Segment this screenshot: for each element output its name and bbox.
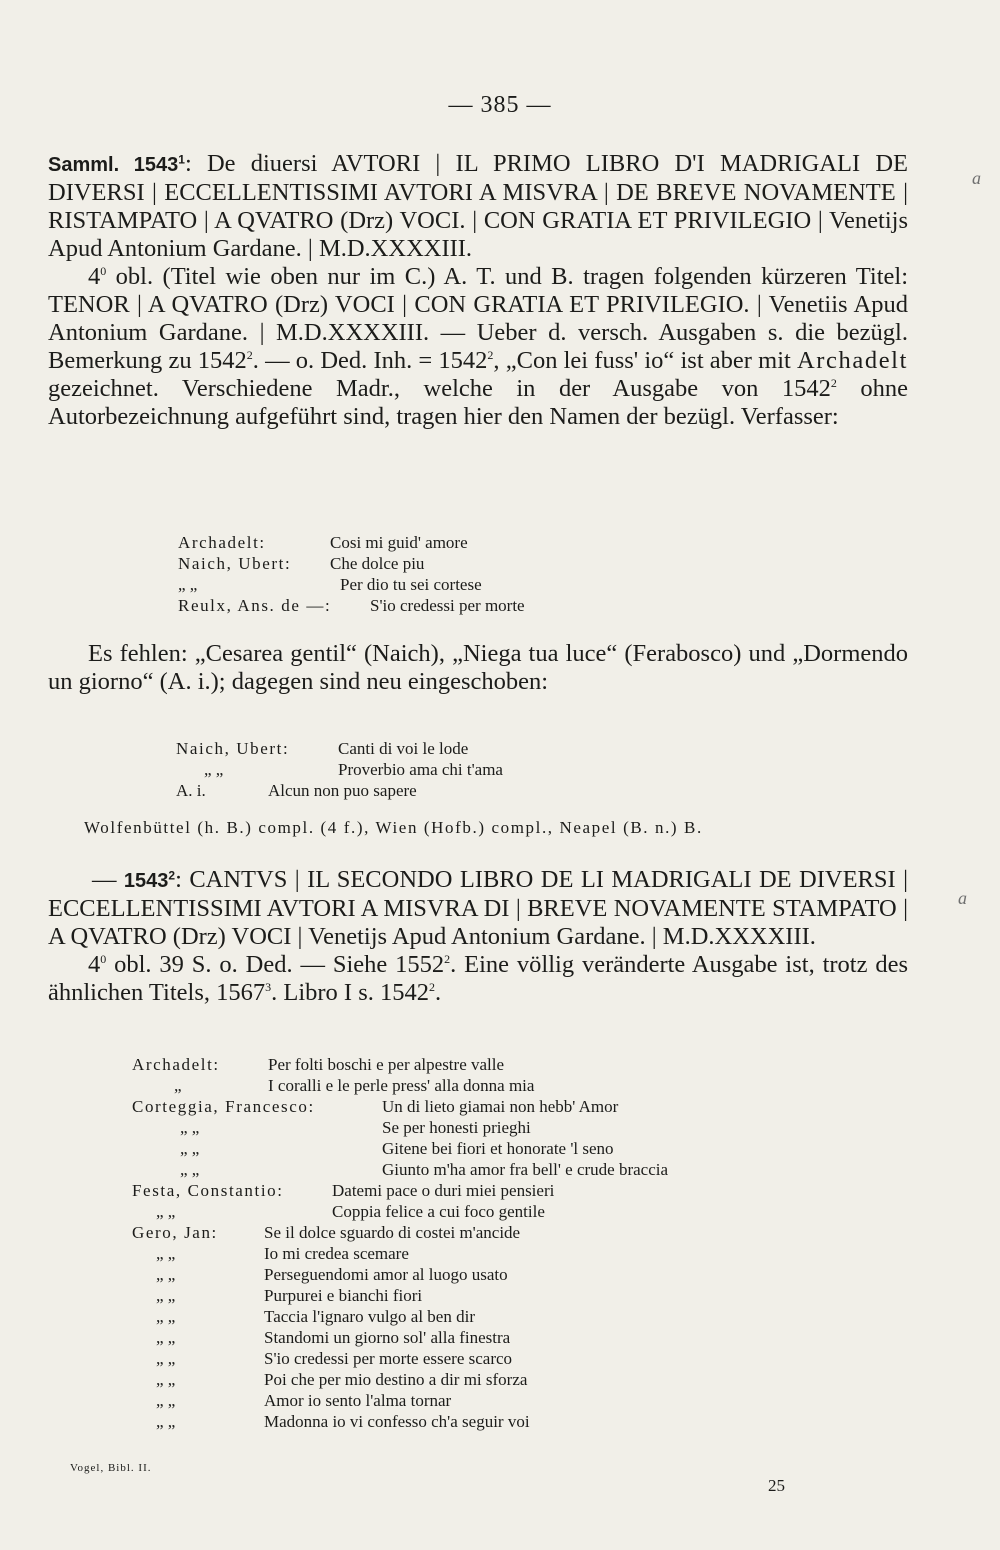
list-item <box>132 1054 668 1075</box>
list-item <box>132 1264 668 1285</box>
list-item <box>132 1285 668 1306</box>
madrigal-title: Se per honesti prieghi <box>382 1118 531 1137</box>
madrigal-title: S'io credessi per morte essere scarco <box>264 1349 513 1368</box>
madrigal-title: Perseguendomi amor al luogo usato <box>264 1265 508 1284</box>
margin-annotation: a <box>972 168 981 188</box>
entry-title: : CANTVS | IL SECONDO LIBRO DE LI MADRIGALI DE DIVERSI | ECCELLENTISSIMI AVTORI A MISVRA DI | BREVE NOVAMENTE STAMPATO | A QVATRO (Drz) VOCI | Venetijs Apud Antonium Gardane. | M.D.XXXXIII. <box>48 866 909 950</box>
madrigal-title: Gitene bei fiori et honorate 'l seno <box>382 1139 614 1158</box>
list-item: Naich, Ubert: Che dolce piu <box>178 554 425 573</box>
composer: „ „ <box>180 1139 200 1158</box>
library-locations: Wolfenbüttel (h. B.) compl. (4 f.), Wien (Hofb.) compl., Neapel (B. n.) B. <box>84 818 703 837</box>
madrigal-title: Giunto m'ha amor fra bell' e crude braccia <box>382 1160 669 1179</box>
list-item <box>132 1390 668 1411</box>
list-item <box>132 1117 668 1138</box>
composer: „ „ <box>156 1391 176 1410</box>
madrigal-title: Se il dolce sguardo di costei m'ancide <box>264 1223 521 1242</box>
composer: Corteggia, Francesco: <box>132 1097 315 1116</box>
composer: „ „ <box>156 1328 176 1347</box>
list-item <box>132 1222 668 1243</box>
entry-description: $4^0$ obl. 39 S. o. Ded. — Siehe 1552$^2$. Eine völlig veränderte Ausgabe ist, trotz des ähnlichen Titels, 1567$^3$. Libro I s. 1542$^2$. <box>48 951 908 1006</box>
list-item: Naich, Ubert: Canti di voi le lode <box>176 739 469 758</box>
entry-1543-1 <box>48 150 908 431</box>
composer: Festa, Constantio: <box>132 1181 284 1200</box>
madrigal-title: Per folti boschi e per alpestre valle <box>268 1055 505 1074</box>
entry-siglum: 1543$^2$ <box>123 868 176 892</box>
sheet-signature: Vogel, Bibl. II. <box>70 1462 152 1474</box>
list-item: „ „ Proverbio ama chi t'ama <box>204 760 503 779</box>
list-item <box>132 1138 668 1159</box>
list-item: „ „ Per dio tu sei cortese <box>178 575 482 594</box>
list-item <box>132 1159 668 1180</box>
list-item <box>132 1075 668 1096</box>
inserted-list <box>176 738 503 801</box>
attribution-list <box>178 532 525 616</box>
composer: „ „ <box>156 1244 176 1263</box>
composer: „ „ <box>156 1412 176 1431</box>
list-item: Reulx, Ans. de —: S'io credessi per morte <box>178 596 525 615</box>
composer: „ „ <box>156 1349 176 1368</box>
list-item <box>132 1243 668 1264</box>
madrigal-title: Amor io sento l'alma tornar <box>264 1391 452 1410</box>
composer: „ „ <box>180 1118 200 1137</box>
madrigal-title: Un di lieto giamai non hebb' Amor <box>382 1097 619 1116</box>
composer: „ „ <box>156 1202 176 1221</box>
madrigal-title: Poi che per mio destino a dir mi sforza <box>264 1370 528 1389</box>
entry-title-paragraph <box>48 150 908 263</box>
list-item: Archadelt: Cosi mi guid' amore <box>178 533 468 552</box>
list-item <box>132 1306 668 1327</box>
composer: „ „ <box>156 1265 176 1284</box>
madrigal-title: I coralli e le perle press' alla donna mia <box>268 1076 535 1095</box>
list-item <box>132 1348 668 1369</box>
list-item <box>132 1411 668 1432</box>
list-item <box>132 1327 668 1348</box>
composer: Gero, Jan: <box>132 1223 218 1242</box>
madrigal-title: Datemi pace o duri miei pensieri <box>332 1181 555 1200</box>
composer: „ „ <box>156 1307 176 1326</box>
list-item <box>132 1201 668 1222</box>
page-number: — 385 — <box>448 92 552 118</box>
contents-list <box>132 1054 668 1432</box>
madrigal-title: Madonna io vi confesso ch'a seguir voi <box>264 1412 530 1431</box>
list-item <box>132 1369 668 1390</box>
madrigal-title: Coppia felice a cui foco gentile <box>332 1202 545 1221</box>
margin-annotation: a <box>958 888 967 908</box>
madrigal-title: Taccia l'ignaro vulgo al ben dir <box>264 1307 475 1326</box>
list-item <box>132 1180 668 1201</box>
composer: „ „ <box>180 1160 200 1179</box>
sheet-number: 25 <box>768 1476 785 1495</box>
madrigal-title: Purpurei e bianchi fiori <box>264 1286 423 1305</box>
composer: Archadelt: <box>132 1055 220 1074</box>
entry-siglum: Samml. 1543$^1$ <box>48 152 185 176</box>
madrigal-title: Standomi un giorno sol' alla finestra <box>264 1328 511 1347</box>
madrigal-title: Io mi credea scemare <box>264 1244 409 1263</box>
entry-1543-2 <box>48 866 908 1007</box>
entry-title-paragraph: — 1543$^2$: CANTVS | IL SECONDO LIBRO DE LI MADRIGALI DE DIVERSI | ECCELLENTISSIMI AVTORI A MISVRA DI | BREVE NOVAMENTE STAMPATO | A QVATRO (Drz) VOCI | Venetijs Apud Antonium Gardane. | M.D.XXXXIII. <box>48 866 909 950</box>
missing-note: Es fehlen: „Cesarea gentil“ (Naich), „Niega tua luce“ (Ferabosco) und „Dormendo un giorno“ (A. i.); dagegen sind neu eingeschoben: <box>48 640 908 695</box>
composer: „ „ <box>156 1286 176 1305</box>
list-item: A. i. Alcun non puo sapere <box>176 781 417 800</box>
list-item <box>132 1096 668 1117</box>
composer: „ „ <box>156 1370 176 1389</box>
composer: „ <box>174 1076 182 1095</box>
entry-title: : De diuersi AVTORI | IL PRIMO LIBRO D'I MADRIGALI DE DIVERSI | ECCELLENTISSIMI AVTORI A MISVRA | DE BREVE NOVAMENTE | RISTAMPATO | A QVATRO (Drz) VOCI. | CON GRATIA ET PRIVILEGIO | Venetijs Apud Antonium Gardane. | M.D.XXXXIII. <box>48 150 908 262</box>
entry-description: $4^0$ obl. (Titel wie oben nur im C.) A. T. und B. tragen folgenden kürzeren Titel: TENOR | A QVATRO (Drz) VOCI | CON GRATIA ET PRIVILEGIO. | Venetiis Apud Antonium Gardane. | M.D.XXXXIII. — Ueber d. versch. Ausgaben s. die bezügl. Bemerkung zu 1542$^2$. — o. Ded. Inh. = $1542^2$, „Con lei fuss' io“ ist aber mit Archadelt gezeichnet. Verschiedene Madr., welche in der Ausgabe von 1542$^2$ ohne Autorbezeichnung aufgeführt sind, tragen hier den Namen der bezügl. Verfasser: <box>48 263 909 430</box>
